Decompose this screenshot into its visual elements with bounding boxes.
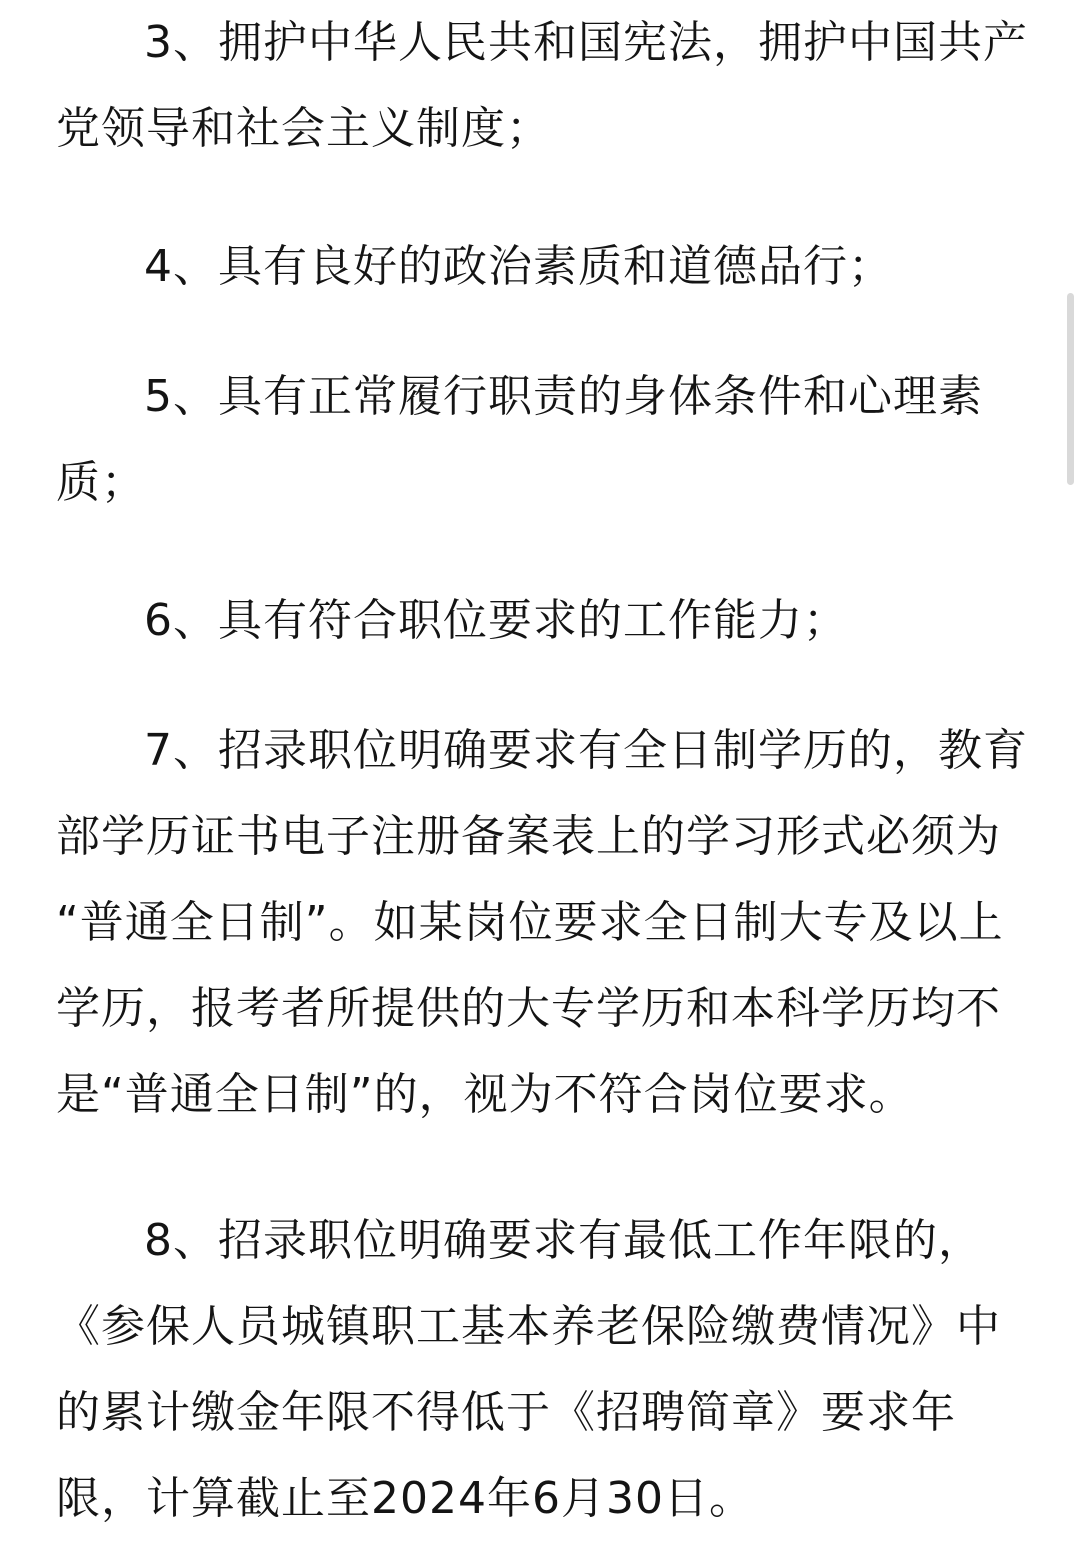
text-line: 党领导和社会主义制度；: [56, 103, 551, 154]
text-line: 6、具有符合职位要求的工作能力；: [144, 595, 848, 646]
text-line: “普通全日制”。如某岗位要求全日制大专及以上: [56, 897, 1004, 948]
text-line: 8、招录职位明确要求有最低工作年限的，: [144, 1215, 983, 1266]
paragraph-item-5: [56, 354, 983, 526]
paragraph-item-3: [56, 0, 1028, 172]
paragraph-item-4: [56, 224, 893, 310]
text-line: 3、拥护中华人民共和国宪法，拥护中国共产: [144, 17, 1028, 68]
text-line: 学历，报考者所提供的大专学历和本科学历均不: [56, 983, 1001, 1034]
text-line: 限，计算截止至2024年6月30日。: [56, 1473, 754, 1524]
text-line: 的累计缴金年限不得低于《招聘简章》要求年: [56, 1387, 956, 1438]
paragraph-item-7: [56, 708, 1028, 1138]
paragraph-item-6: [56, 578, 848, 664]
text-line: 4、具有良好的政治素质和道德品行；: [144, 241, 893, 292]
paragraph-item-8: [56, 1198, 1001, 1542]
text-line: 部学历证书电子注册备案表上的学习形式必须为: [56, 811, 1001, 862]
text-line: 5、具有正常履行职责的身体条件和心理素: [144, 371, 983, 422]
text-line: 7、招录职位明确要求有全日制学历的，教育: [144, 725, 1028, 776]
text-line: 质；: [56, 457, 146, 508]
text-line: 是“普通全日制”的，视为不符合岗位要求。: [56, 1069, 914, 1120]
scrollbar-thumb[interactable]: [1067, 293, 1074, 485]
text-line: 《参保人员城镇职工基本养老保险缴费情况》中: [56, 1301, 1001, 1352]
